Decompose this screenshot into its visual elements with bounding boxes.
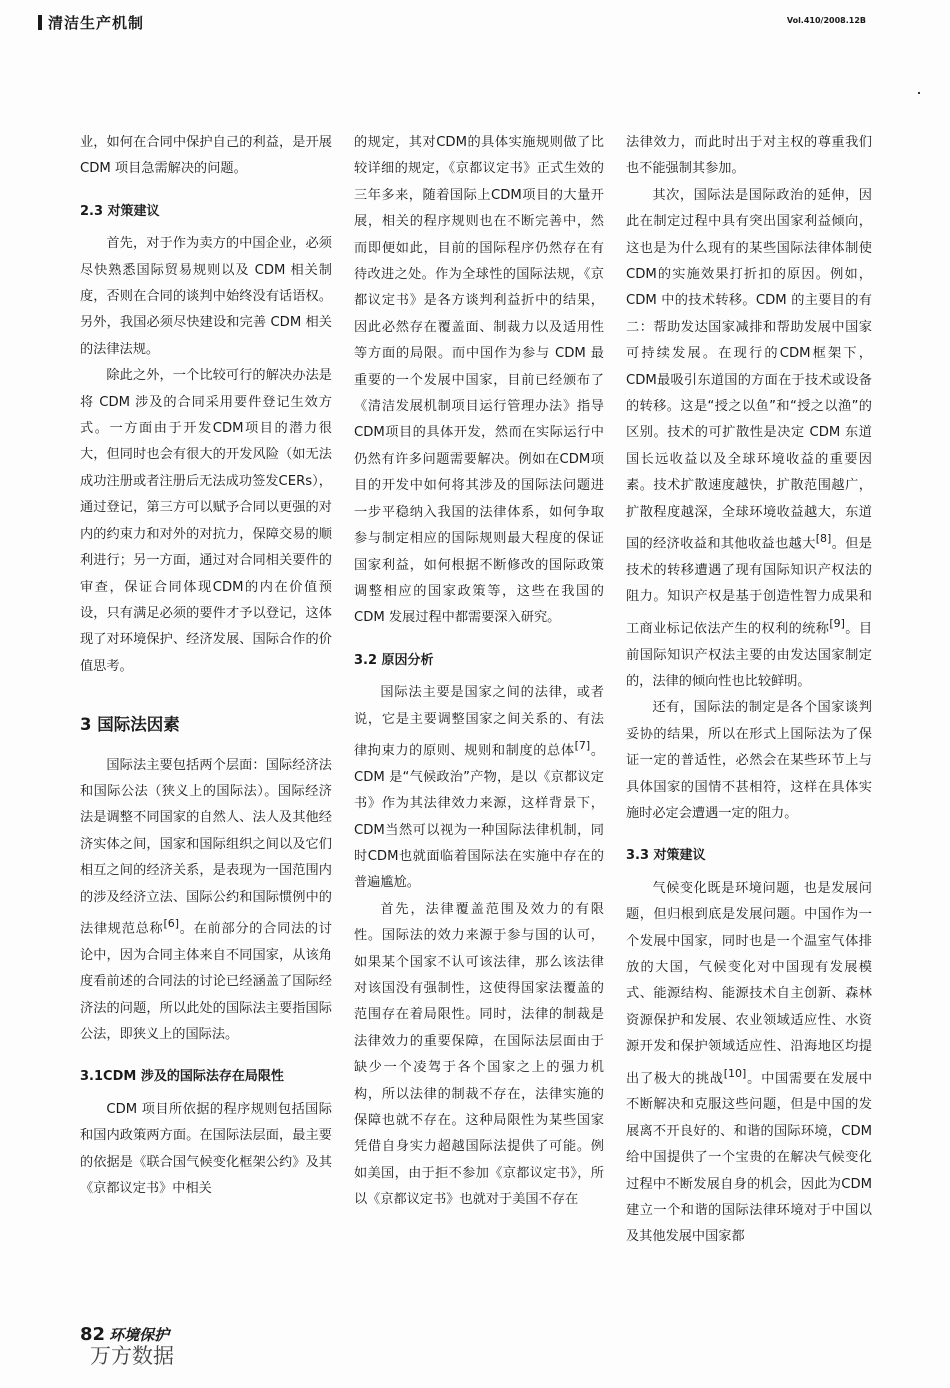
- paragraph-text: 国际法主要是国家之间的法律，或者说，它是主要调整国家之间关系的、有法律拘束力的原则、规则和制度的总体: [354, 685, 604, 759]
- citation: [9]: [829, 616, 845, 630]
- running-header: [38, 12, 144, 33]
- paragraph-text: 。中国需要在发展中不断解决和克服这些问题，但是中国的发展离不开良好的、和谐的国际环境，CDM给中国提供了一个宝贵的在解决气候变化过程中不断发展自身的机会，因此为CDM建立一个和谐的国际法律环境对于中国以及其他发展中国家都: [626, 1070, 873, 1245]
- paragraph-text: 气候变化既是环境问题，也是发展问题，但归根到底是发展问题。中国作为一个发展中国家，同时也是一个温室气体排放的大国，气候变化对中国现有发展模式、能源结构、能源技术自主创新、森林资源保护和发展、农业领域适应性、水资源开发和保护领域适应性、沿海地区均提出了极大的挑战: [626, 880, 872, 1086]
- decorative-dot: [918, 92, 920, 94]
- paragraph: 的规定，其对CDM的具体实施规则做了比较详细的规定，《京都议定书》正式生效的三年多来，随着国际上CDM项目的大量开展，相关的程序规则也在不断完善中，然而即便如此，目前的国际程序仍然存在有待改进之处。作为全球性的国际法规，《京都议定书》是各方谈判利益折中的结果，因此必然存在覆盖面、制裁力以及适用性等方面的局限。而中国作为参与 CDM 最重要的一个发展中国家，目前已经颁布了《清洁发展机制项目运行管理办法》指导CDM项目的具体开发，然而在实际运行中仍然有许多问题需要解决。例如在CDM项目的开发中如何将其涉及的国际法问题进一步平稳纳入我国的法律体系，如何争取参与制定相应的国际规则最大程度的保证国家利益，如何根据不断修改的国际政策调整相应的国家政策等，这些在我国的 CDM 发展过程中都需要深入研究。: [354, 135, 604, 626]
- journal-script-logo: 环境保护: [109, 1326, 170, 1344]
- paragraph: 首先，对于作为卖方的中国企业，必须尽快熟悉国际贸易规则以及 CDM 相关制度，否则在合同的谈判中始终没有话语权。另外，我国必须尽快建设和完善 CDM 相关的法律法规。: [80, 236, 332, 357]
- section-heading-3-1: 3.1CDM 涉及的国际法存在局限性: [80, 1069, 284, 1085]
- citation: [10]: [723, 1066, 747, 1080]
- paragraph: [626, 183, 872, 696]
- paragraph: 除此之外，一个比较可行的解决办法是将 CDM 涉及的合同采用要件登记生效方式。一方面由于开发CDM项目的潜力很大，但同时也会有很大的开发风险（如无法成功注册或者注册后无法成功签发CERs），通过登记，第三方可以赋予合同以更强的对内的约束力和对外的对抗力，保障交易的顺利进行；另一方面，通过对合同相关要件的审查，保证合同体现CDM的内在价值预设，只有满足必须的要件才予以登记，这体现了对环境保护、经济发展、国际合作的价值思考。: [80, 368, 332, 674]
- watermark: 万方数据: [90, 1344, 174, 1368]
- page-number: 82: [80, 1324, 106, 1345]
- paragraph-text: 。在前部分的合同法的讨论中，因为合同主体来自不同国家，从该角度看前述的合同法的讨论已经涵盖了国际经济法的问题，所以此处的国际法主要指国际公法，即狭义上的国际法。: [80, 921, 332, 1042]
- paragraph: 业，如何在合同中保护自己的利益，是开展 CDM 项目急需解决的问题。: [80, 135, 332, 177]
- paragraph-text: 其次，国际法是国际政治的延伸，因此在制定过程中具有突出国家利益倾向，这也是为什么现有的某些国际法律体制使CDM的实施效果打折扣的原因。例如，CDM 中的技术转移。CDM 的主要目的有二：帮助发达国家减排和帮助发展中国家可持续发展。在现行的CDM框架下，CDM最吸引东道国的方面在于技术或设备的转移。这是“授之以鱼”和“授之以渔”的区别。技术的可扩散性是决定 CDM 东道国长远收益以及全球环境收益的重要因素。技术扩散速度越快，扩散范围越广，扩散程度越深，全球环境收益越大，东道国的经济收益和其他收益也越大: [626, 187, 872, 552]
- paragraph: 还有，国际法的制定是各个国家谈判妥协的结果，所以在形式上国际法为了保证一定的普适性，必然会在某些环节上与具体国家的国情不甚相符，这样在具体实施时必定会遭遇一定的阻力。: [626, 700, 872, 821]
- section-heading-2-3: 2.3 对策建议: [80, 203, 160, 219]
- paragraph-text: 。但是技术的转移遭遇了现有国际知识产权法的阻力。知识产权是基于创造性智力成果和工商业标记依法产生的权利的统称: [626, 536, 873, 637]
- section-heading-3: 3 国际法因素: [80, 715, 180, 735]
- citation: [6]: [163, 916, 180, 930]
- paragraph: 法律效力，而此时出于对主权的尊重我们也不能强制其参加。: [626, 135, 872, 177]
- journal-section-title: 清洁生产机制: [48, 14, 145, 32]
- paragraph: [354, 680, 604, 897]
- paragraph: [80, 753, 332, 1049]
- column-2: [354, 130, 604, 1214]
- column-3: [626, 130, 872, 1251]
- column-1: [80, 130, 332, 1202]
- citation: [8]: [815, 532, 832, 546]
- section-heading-3-2: 3.2 原因分析: [354, 652, 434, 668]
- paragraph: [626, 876, 872, 1251]
- paragraph-text: 国际法主要包括两个层面：国际经济法和国际公法（狭义上的国际法）。国际经济法是调整不同国家的自然人、法人及其他经济实体之间，国家和国际组织之间以及它们相互之间的经济关系，是表现为一国范围内的涉及经济立法、国际公约和国际惯例中的法律规范总称: [80, 757, 332, 937]
- volume-label: Vol.410/2008.12B: [786, 16, 866, 25]
- section-heading-3-3: 3.3 对策建议: [626, 848, 706, 864]
- header-bar: [38, 15, 42, 30]
- paragraph: CDM 项目所依据的程序规则包括国际和国内政策两方面。在国际法层面，最主要的依据是《联合国气候变化框架公约》及其《京都议定书》中相关: [80, 1101, 332, 1197]
- paragraph-text: 。目前国际知识产权法主要的由发达国家制定的，法律的倾向性也比较鲜明。: [626, 621, 873, 689]
- citation: [7]: [574, 738, 591, 752]
- paragraph-text: 。CDM 是“气候政治”产物，是以《京都议定书》作为其法律效力来源，这样背景下，CDM当然可以视为一种国际法律机制，同时CDM也就面临着国际法在实施中存在的普遍尴尬。: [354, 743, 605, 891]
- paragraph: 首先，法律覆盖范围及效力的有限性。国际法的效力来源于参与国的认可，如果某个国家不认可该法律，那么该法律对该国没有强制性，这使得国家法覆盖的范围存在着局限性。同时，法律的制裁是法律效力的重要保障，在国际法层面由于缺少一个凌驾于各个国家之上的强力机构，所以法律的制裁不存在，法律实施的保障也就不存在。这种局限性为某些国家凭借自身实力超越国际法提供了可能。例如美国，由于拒不参加《京都议定书》，所以《京都议定书》也就对于美国不存在: [354, 901, 604, 1208]
